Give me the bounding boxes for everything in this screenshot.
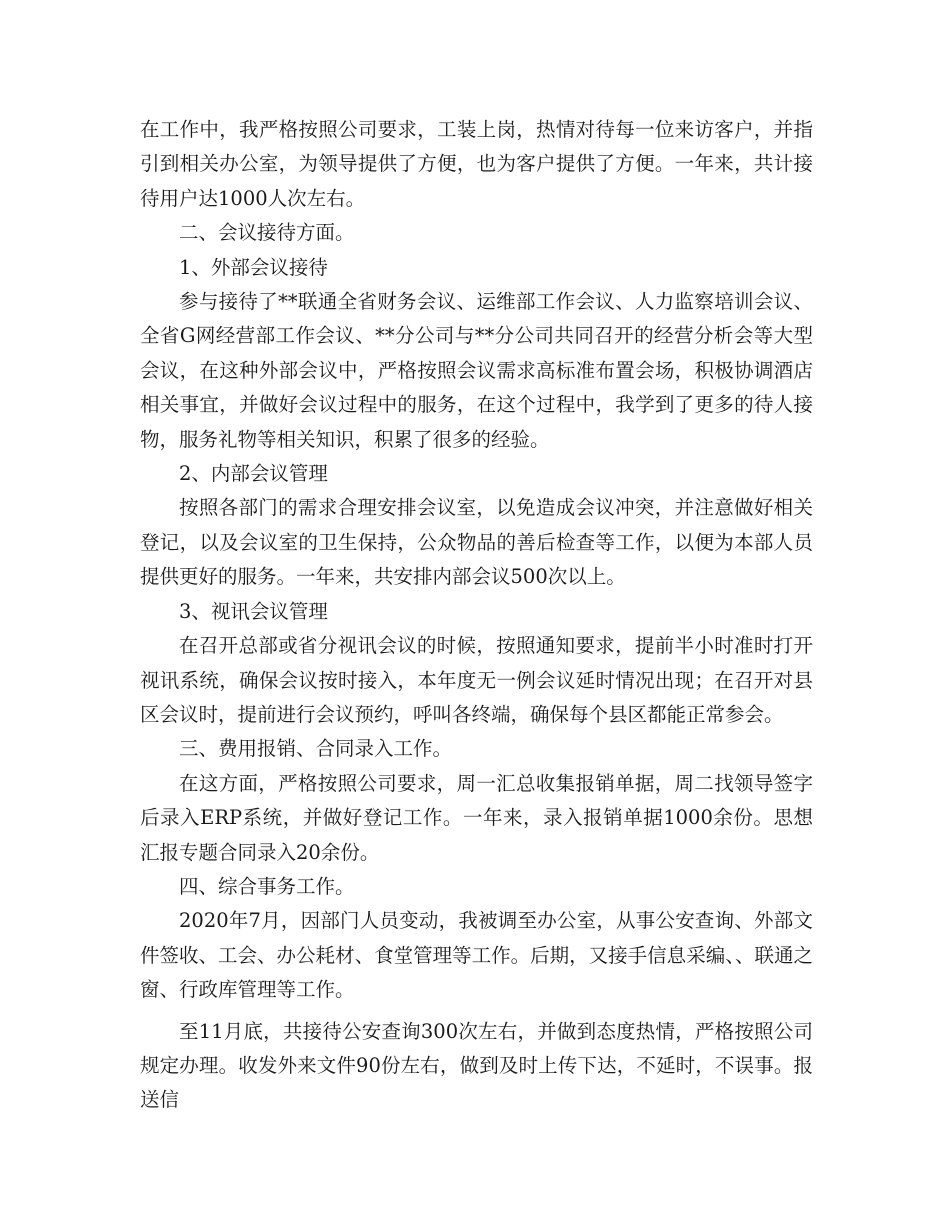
heading-expense-contract: 三、费用报销、合同录入工作。	[179, 737, 453, 761]
paragraph-reception-summary: 在工作中，我严格按照公司要求，工装上岗，热情对待每一位来访客户，并指引到相关办公室，为领导提供了方便，也为客户提供了方便。一年来，共计接待用户达1000人次左右。	[140, 118, 813, 210]
paragraph-internal-meetings: 按照各部门的需求合理安排会议室，以免造成会议冲突，并注意做好相关登记，以及会议室的卫生保持，公众物品的善后检查等工作，以便为本部人员提供更好的服务。一年来，共安排内部会议500次以上。	[140, 496, 813, 589]
paragraph-general-affairs: 2020年7月，因部门人员变动，我被调至办公室，从事公安查询、外部文件签收、工会、办公耗材、食堂管理等工作。后期，又接手信息采编、、联通之窗、行政库管理等工作。	[140, 909, 813, 1002]
paragraph-external-meetings: 参与接待了**联通全省财务会议、运维部工作会议、人力监察培训会议、全省G网经营部工作会议、**分公司与**分公司共同召开的经营分析会等大型会议，在这种外部会议中，严格按照会议需求高标准布置会场，积极协调酒店相关事宜，并做好会议过程中的服务，在这个过程中，我学到了更多的待人接物，服务礼物等相关知识，积累了很多的经验。	[140, 290, 813, 451]
subheading-external-meetings: 1、外部会议接待	[179, 255, 328, 279]
heading-meeting-reception: 二、会议接待方面。	[179, 221, 355, 245]
paragraph-expense-contract: 在这方面，严格按照公司要求，周一汇总收集报销单据，周二找领导签字后录入ERP系统，并做好登记工作。一年来，录入报销单据1000余份。思想汇报专题合同录入20余份。	[140, 771, 813, 864]
subheading-video-conferences: 3、视讯会议管理	[179, 599, 328, 623]
paragraph-video-conferences: 在召开总部或省分视讯会议的时候，按照通知要求，提前半小时准时打开视讯系统，确保会议按时接入，本年度无一例会议延时情况出现；在召开对县区会议时，提前进行会议预约，呼叫各终端，确保每个县区都能正常参会。	[140, 634, 813, 726]
heading-general-affairs: 四、综合事务工作。	[179, 874, 355, 898]
document-body	[140, 113, 813, 1118]
subheading-internal-meetings: 2、内部会议管理	[179, 462, 328, 486]
paragraph-november-summary: 至11月底，共接待公安查询300次左右，并做到态度热情，严格按照公司规定办理。收发外来文件90份左右，做到及时上传下达，不延时，不误事。报送信	[140, 1019, 813, 1112]
